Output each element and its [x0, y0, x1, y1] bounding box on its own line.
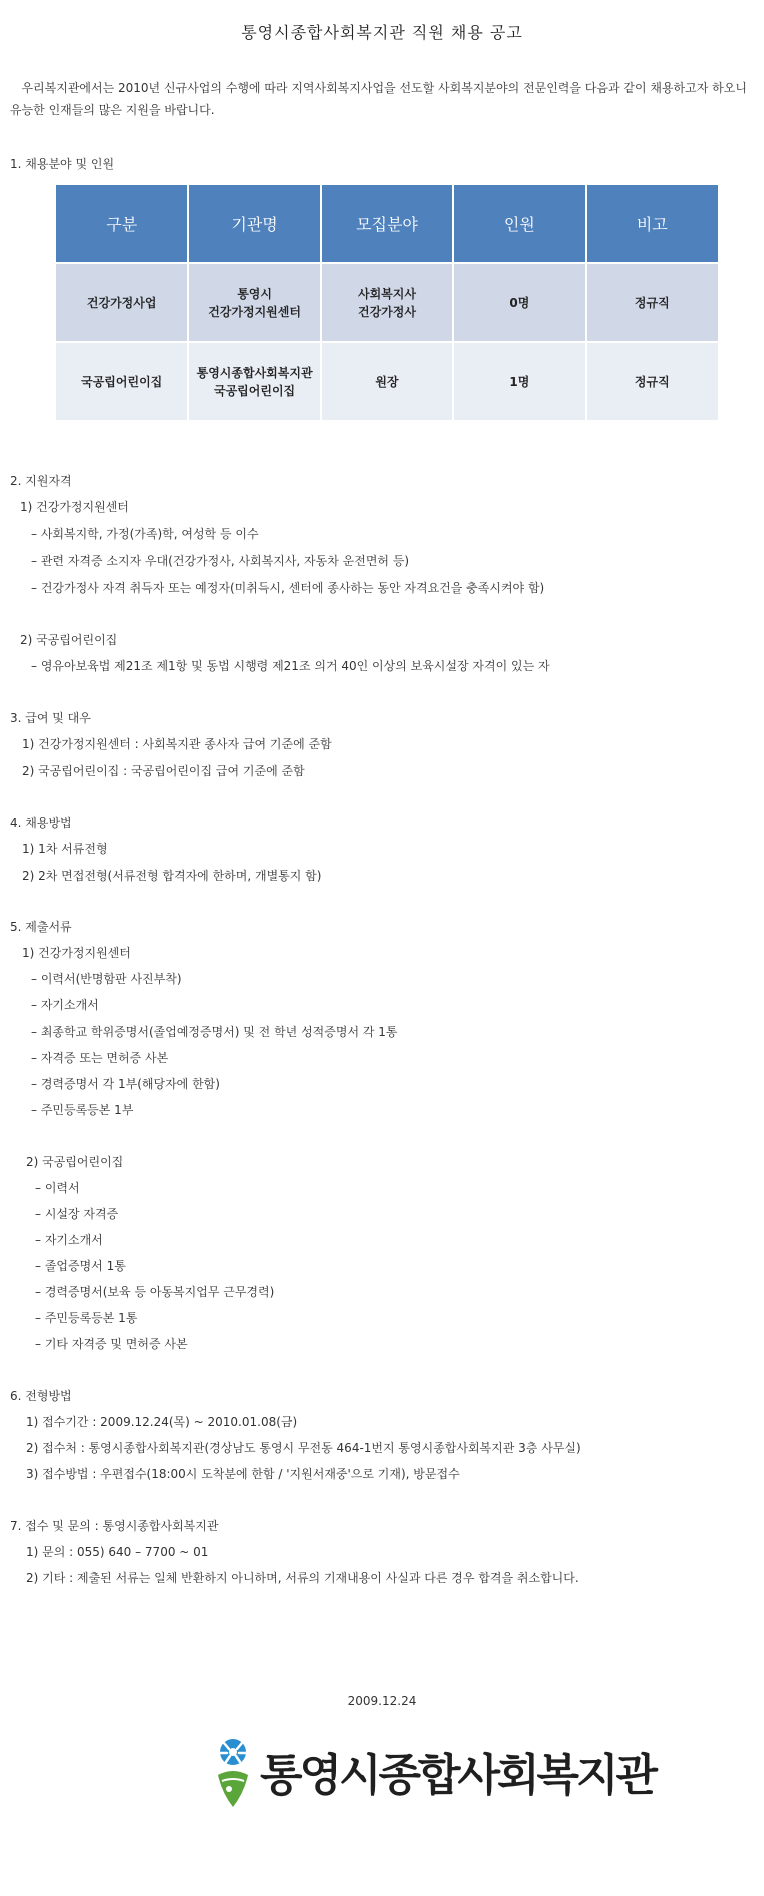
- section-heading-2: 2. 지원자격: [10, 474, 72, 488]
- announcement-date: 2009.12.24: [347, 1694, 417, 1708]
- page-title: 통영시종합사회복지관 직원 채용 공고: [241, 23, 523, 42]
- qual-item: – 사회복지학, 가정(가족)학, 여성학 등 이수: [31, 527, 259, 541]
- intro-paragraph: [10, 77, 755, 121]
- screening-item: 2) 접수처 : 통영시종합사회복지관(경상남도 통영시 무전동 464-1번지 통영시종합사회복지관 3층 사무실): [26, 1441, 581, 1455]
- table-row: [56, 342, 718, 420]
- recruitment-table: [56, 185, 718, 420]
- screening-item: 3) 접수방법 : 우편접수(18:00시 도착분에 한함 / '지원서재중'으로 기재), 방문접수: [26, 1467, 460, 1481]
- header-cell: 인원: [453, 185, 585, 263]
- table-cell: 정규직: [586, 342, 718, 420]
- docs-item: – 시설장 자격증: [35, 1207, 119, 1221]
- docs-item: – 주민등록등본 1통: [35, 1311, 138, 1325]
- table-cell: 사회복지사 건강가정사: [321, 263, 453, 342]
- section-heading-3: 3. 급여 및 대우: [10, 711, 91, 725]
- header-cell: 모집분야: [321, 185, 453, 263]
- method-item: 2) 2차 면접전형(서류전형 합격자에 한하며, 개별통지 함): [22, 869, 322, 883]
- qual-subheading: 1) 건강가정지원센터: [20, 500, 129, 514]
- docs-item: – 경력증명서 각 1부(해당자에 한함): [31, 1077, 220, 1091]
- docs-item: – 최종학교 학위증명서(졸업예정증명서) 및 전 학년 성적증명서 각 1통: [31, 1025, 398, 1039]
- section-heading-4: 4. 채용방법: [10, 816, 72, 830]
- docs-item: – 이력서: [35, 1181, 80, 1195]
- docs-subheading: 2) 국공립어린이집: [26, 1155, 124, 1169]
- docs-item: – 자기소개서: [31, 998, 99, 1012]
- table-cell: 국공립어린이집: [56, 342, 188, 420]
- table-cell: 0명: [453, 263, 585, 342]
- organization-logo: [210, 1735, 656, 1815]
- docs-item: – 자기소개서: [35, 1233, 103, 1247]
- docs-item: – 주민등록등본 1부: [31, 1103, 134, 1117]
- intro-text: 우리복지관에서는 2010년 신규사업의 수행에 따라 지역사회복지사업을 선도할 사회복지분야의 전문인력을 다음과 같이 채용하고자 하오니 유능한 인재들의 많은 지원을 바랍니다.: [10, 81, 747, 117]
- docs-item: – 졸업증명서 1통: [35, 1259, 126, 1273]
- docs-item: – 자격증 또는 면허증 사본: [31, 1051, 169, 1065]
- table-cell: 통영시 건강가정지원센터: [188, 263, 320, 342]
- section-heading-6: 6. 전형방법: [10, 1389, 72, 1403]
- header-cell: 기관명: [188, 185, 320, 263]
- qual-item: – 영유아보육법 제21조 제1항 및 동법 시행령 제21조 의거 40인 이상의 보육시설장 자격이 있는 자: [31, 659, 550, 673]
- contact-item: 2) 기타 : 제출된 서류는 일체 반환하지 아니하며, 서류의 기재내용이 사실과 다른 경우 합격을 취소합니다.: [26, 1571, 579, 1585]
- header-cell: 구분: [56, 185, 188, 263]
- docs-item: – 경력증명서(보육 등 아동복지업무 근무경력): [35, 1285, 275, 1299]
- logo-emblem-icon: [210, 1737, 256, 1809]
- pay-item: 2) 국공립어린이집 : 국공립어린이집 급여 기준에 준함: [22, 764, 305, 778]
- table-row: [56, 263, 718, 342]
- method-item: 1) 1차 서류전형: [22, 842, 108, 856]
- section-heading-1: 1. 채용분야 및 인원: [10, 157, 115, 171]
- docs-subheading: 1) 건강가정지원센터: [22, 946, 131, 960]
- qual-subheading: 2) 국공립어린이집: [20, 633, 118, 647]
- table-cell: 1명: [453, 342, 585, 420]
- logo-text: 통영시종합사회복지관: [260, 1750, 656, 1801]
- qual-item: – 건강가정사 자격 취득자 또는 예정자(미취득시, 센터에 종사하는 동안 자격요건을 충족시켜야 함): [31, 581, 545, 595]
- table-cell: 통영시종합사회복지관 국공립어린이집: [188, 342, 320, 420]
- qual-item: – 관련 자격증 소지자 우대(건강가정사, 사회복지사, 자동차 운전면허 등): [31, 554, 410, 568]
- table-cell: 정규직: [586, 263, 718, 342]
- docs-item: – 기타 자격증 및 면허증 사본: [35, 1337, 188, 1351]
- header-cell: 비고: [586, 185, 718, 263]
- pay-item: 1) 건강가정지원센터 : 사회복지관 종사자 급여 기준에 준함: [22, 737, 332, 751]
- table-cell: 원장: [321, 342, 453, 420]
- section-heading-7: 7. 접수 및 문의 : 통영시종합사회복지관: [10, 1519, 219, 1533]
- docs-item: – 이력서(반명함판 사진부착): [31, 972, 182, 986]
- section-heading-5: 5. 제출서류: [10, 920, 72, 934]
- table-header-row: [56, 185, 718, 263]
- screening-item: 1) 접수기간 : 2009.12.24(목) ~ 2010.01.08(금): [26, 1415, 298, 1429]
- contact-item: 1) 문의 : 055) 640 – 7700 ~ 01: [26, 1545, 209, 1559]
- table-cell: 건강가정사업: [56, 263, 188, 342]
